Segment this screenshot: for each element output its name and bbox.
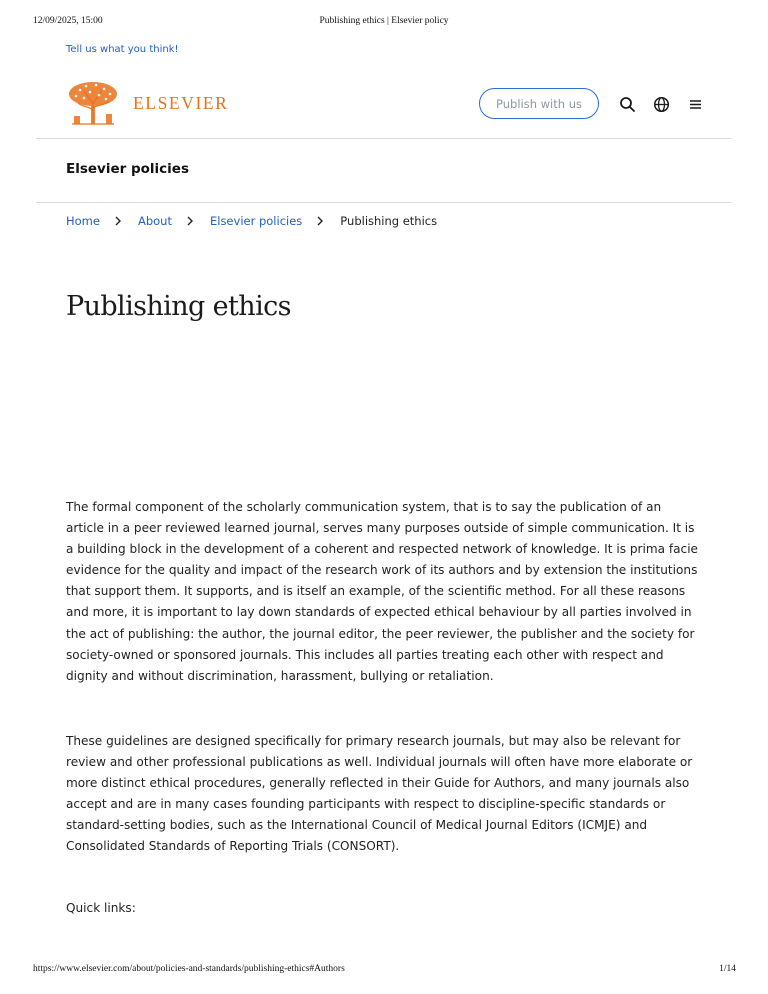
quick-links-label: Quick links: (66, 901, 136, 915)
globe-icon[interactable] (653, 96, 670, 113)
print-url: https://www.elsevier.com/about/policies-and-standards/publishing-ethics#Authors (33, 964, 345, 974)
guidelines-paragraph: These guidelines are designed specifically for primary research journals, but may also be relevant for review and other professional publications as well. Individual journals will often have more elaborate or more distinct ethical procedures, generally reflected in their Guide for Authors, and many journals also accept and are in many cases founding participants with respect to discipline-specific standards or standard-setting bodies, such as the International Council of Medical Journal Editors (ICMJE) and Consolidated Standards of Reporting Trials (CONSORT). (66, 734, 693, 854)
breadcrumb (66, 214, 437, 228)
breadcrumb-about[interactable]: About (137, 214, 172, 228)
chevron-right-icon (114, 216, 122, 226)
print-doc-title: Publishing ethics | Elsevier policy (319, 16, 449, 26)
chevron-right-icon (316, 216, 324, 226)
tree-of-knowledge-icon (66, 80, 120, 126)
feedback-link[interactable]: Tell us what you think! (66, 44, 179, 55)
elsevier-logo[interactable] (66, 80, 228, 126)
breadcrumb-current: Publishing ethics (340, 214, 438, 228)
menu-icon[interactable] (687, 96, 704, 113)
intro-paragraph: The formal component of the scholarly communication system, that is to say the publication of an article in a peer reviewed learned journal, serves many purposes outside of simple communication. It is a building block in the development of a coherent and respected network of knowledge. It is prima facie evidence for the quality and impact of the research work of its authors and by extension the institutions that support them. It supports, and is itself an example, of the scientific method. For all these reasons and more, it is important to lay down standards of expected ethical behaviour by all parties involved in the act of publishing: the author, the journal editor, the peer reviewer, the publisher and the society for society-owned or sponsored journals. This includes all parties treating each other with respect and dignity and without discrimination, harassment, bullying or retaliation. (66, 500, 698, 683)
search-icon[interactable] (619, 96, 636, 113)
page-title: Publishing ethics (66, 291, 291, 322)
breadcrumb-home[interactable]: Home (66, 214, 100, 228)
chevron-right-icon (186, 216, 194, 226)
print-page-number: 1/14 (719, 964, 736, 974)
breadcrumb-elsevier-policies[interactable]: Elsevier policies (209, 214, 303, 228)
brand-wordmark: ELSEVIER (133, 92, 229, 113)
section-title: Elsevier policies (66, 161, 189, 177)
publish-with-us-button[interactable]: Publish with us (479, 88, 599, 119)
print-datetime: 12/09/2025, 15:00 (33, 16, 103, 26)
header-divider (36, 138, 731, 139)
section-divider (36, 202, 731, 203)
